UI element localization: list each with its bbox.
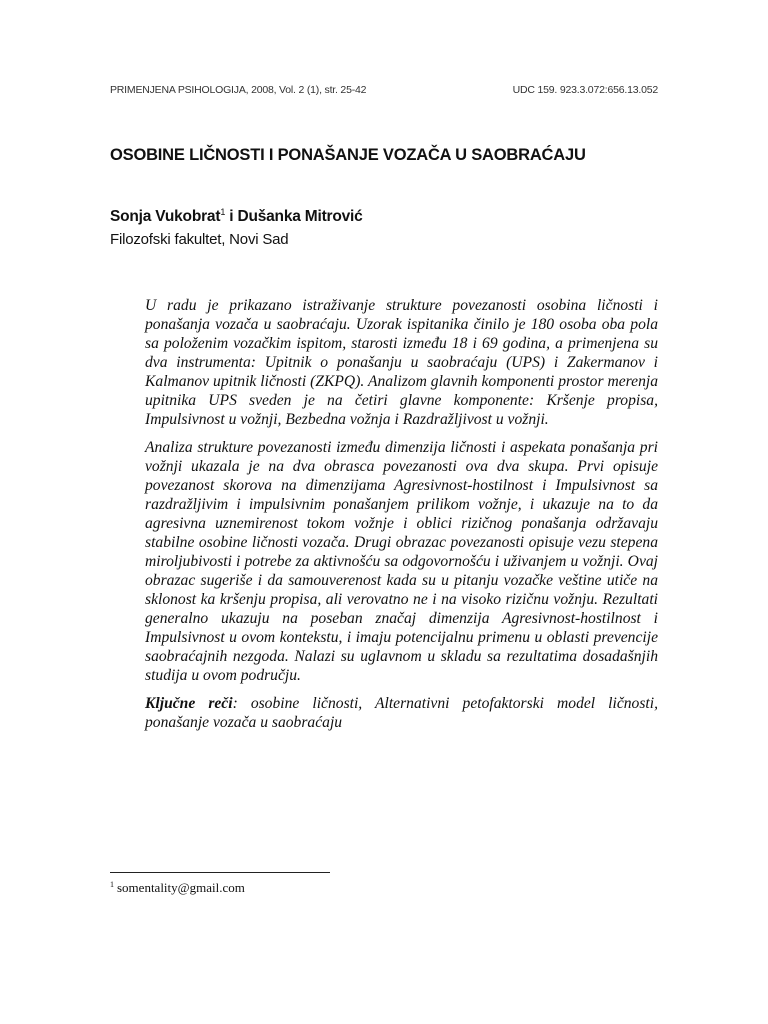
- abstract-paragraph-2: Analiza strukture povezanosti između dimenzija ličnosti i aspekata ponašanja pri vožnji ukazala je na dva obrasca povezanosti ova dva skupa. Prvi opisuje povezanost skorova na dimenzijama Agresivnost-hostilnost i Impulsivnost sa razdražljivim i impulsivnim ponašanjem prilikom vožnje, i ukazuje na to da agresivna uznemirenost tokom vožnje i oblici rizičnog ponašanja održavaju stabilne osobine ličnosti vozača. Drugi obrazac povezanosti opisuje vezu stepena miroljubivosti i potrebe za aktivnošću sa odgovornošću i uživanjem u vožnji. Ovaj obrazac sugeriše i da samouverenost kada su u pitanju vozačke veštine utiče na sklonost ka kršenju propisa, ali verovatno ne i na visoko rizičnu vožnju. Rezultati generalno ukazuju na poseban značaj dimenzija Agresivnost-hostilnost i Impulsivnost u ovom kontekstu, i imaju potencijalnu primenu u oblasti prevencije saobraćajnih nezgoda. Nalazi su uglavnom u skladu sa rezultatima dosadašnjih studija u ovom području.: [145, 439, 658, 684]
- abstract-paragraph-1: U radu je prikazano istraživanje strukture povezanosti osobina ličnosti i ponašanja vozača u saobraćaju. Uzorak ispitanika činilo je 180 osoba oba pola sa položenim vozačkim ispitom, starosti između 18 i 69 godina, a primenjena su dva instrumenta: Upitnik o ponašanju u saobraćaju (UPS) i Zakermanov i Kalmanov upitnik ličnosti (ZKPQ). Analizom glavnih komponenti prostor merenja upitnika UPS sveden je na četiri glavne komponente: Kršenje propisa, Impulsivnost u vožnji, Bezbedna vožnja i Razdražljivost u vožnji.: [145, 297, 658, 428]
- author-rest: i Dušanka Mitrović: [225, 208, 363, 225]
- keywords: [145, 694, 658, 732]
- footnote: [110, 880, 245, 896]
- author-list: [110, 208, 363, 226]
- footnote-email: somentality@gmail.com: [117, 880, 245, 895]
- author-footnote-mark: 1: [220, 206, 226, 217]
- author-first: Sonja Vukobrat: [110, 208, 221, 225]
- keywords-label: Ključne reči: [145, 695, 233, 712]
- udc-code: UDC 159. 923.3.072:656.13.052: [512, 84, 658, 96]
- keywords-list: : osobine ličnosti, Alternativni petofaktorski model ličnosti, ponašanje vozača u saobraćaju: [145, 695, 658, 731]
- affiliation: Filozofski fakultet, Novi Sad: [110, 231, 289, 248]
- footnote-divider: [110, 872, 330, 873]
- paper-title: OSOBINE LIČNOSTI I PONAŠANJE VOZAČA U SAOBRAĆAJU: [110, 146, 586, 164]
- abstract: [145, 296, 658, 741]
- journal-citation: PRIMENJENA PSIHOLOGIJA, 2008, Vol. 2 (1), str. 25-42: [110, 84, 367, 96]
- footnote-mark: 1: [110, 879, 114, 889]
